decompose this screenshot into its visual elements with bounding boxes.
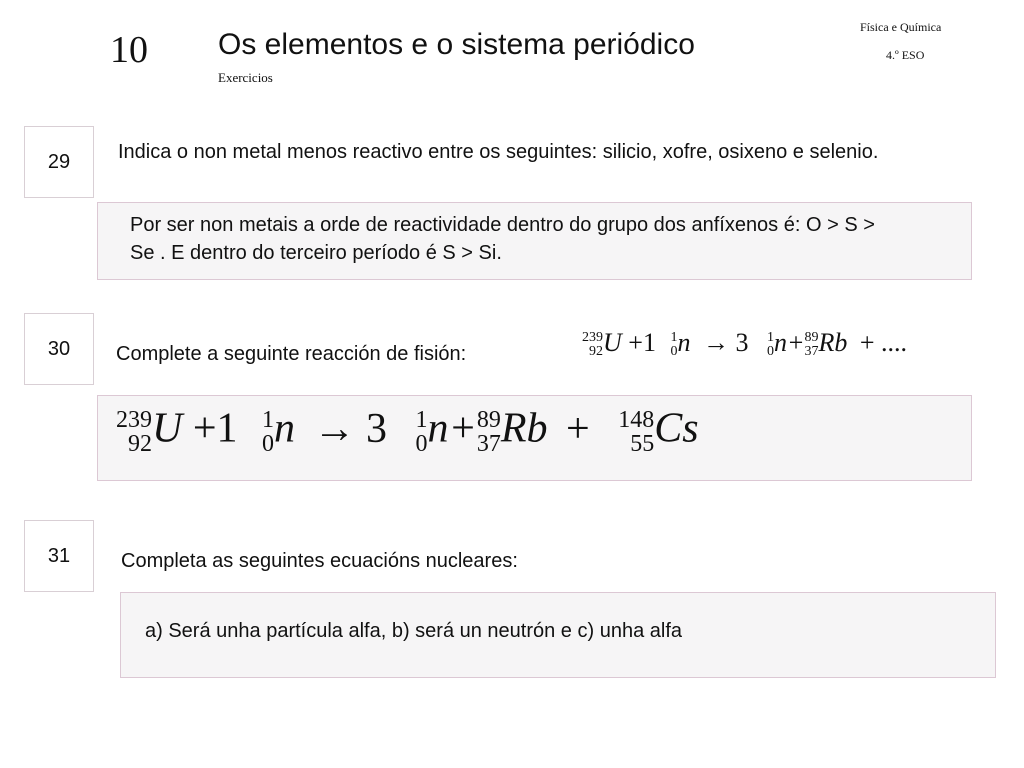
subject-label: Física e Química: [860, 20, 942, 34]
page-title: Os elementos e o sistema periódico: [218, 28, 695, 61]
chapter-number: 10: [110, 29, 148, 71]
question-number-30: 30: [24, 313, 94, 385]
level-label: 4.º ESO: [886, 48, 925, 62]
question-number-29: 29: [24, 126, 94, 198]
question-31-prompt: Completa as seguintes ecuacións nucleares:: [121, 550, 518, 572]
question-30-prompt: Complete a seguinte reacción de fisión:: [116, 343, 467, 365]
question-30-answer-box: [97, 395, 972, 481]
question-29-answer: Por ser non metais a orde de reactividade dentro do grupo dos anfíxenos é: O > S > Se . E dentro do terceiro período é S > Si.: [130, 214, 875, 264]
question-31-answer: a) Será unha partícula alfa, b) será un neutrón e c) unha alfa: [145, 620, 683, 642]
page-subtitle: Exercicios: [218, 70, 273, 85]
fission-equation-prompt: 239 92 U +1 1 0 n → 3 1 0 n+ 89 37 Rb + ....: [582, 328, 908, 360]
question-29-answer-box: [97, 202, 972, 280]
fission-equation-answer: 239 92 U +1 1 0 n → 3 1 0 n+ 89 37 Rb + 148 55 Cs: [116, 405, 699, 457]
question-31-answer-box: [120, 592, 996, 678]
question-number-31: 31: [24, 520, 94, 592]
question-29-prompt: Indica o non metal menos reactivo entre os seguintes: silicio, xofre, osixeno e selenio.: [118, 141, 879, 163]
